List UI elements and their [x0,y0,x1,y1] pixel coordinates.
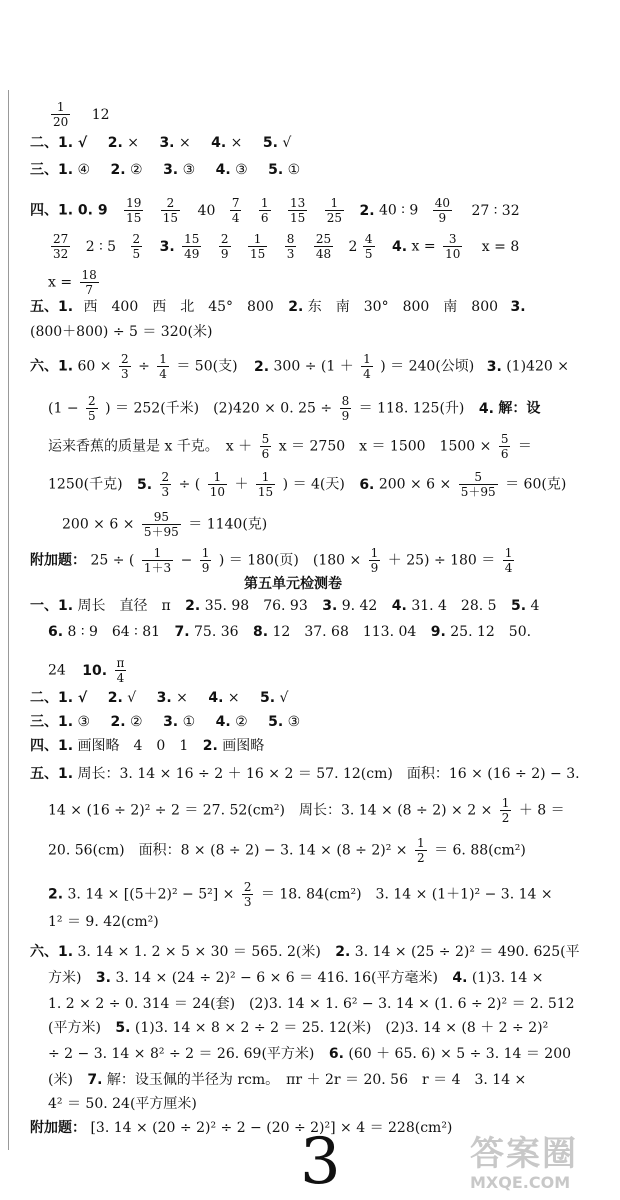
item-number: 4. [478,400,494,417]
answer-text: 3. 14 × 1. 2 × 5 × 30 ＝ 565. 2(米) [77,944,321,960]
item-number: 6. [359,476,375,493]
answer-line [48,470,566,499]
item-number: 5. [268,714,284,730]
fraction: $\frac{15}{49}$ [184,232,200,261]
answer-line [48,1044,571,1064]
answer-text: √ [279,690,289,706]
answer-text: 31. 4 28. 5 [411,598,497,614]
answer-text: ＋ 8 ＝ [518,802,565,819]
answer-text: ③ [77,714,91,730]
answer-text: 周长 直径 π [77,598,171,614]
answer-text: √ [282,135,292,151]
answer-text: ＝ 18. 84(cm²) 3. 14 × (1＋1)² − 3. 14 × [260,886,553,903]
fraction: $\frac{5}{6}$ [261,432,270,461]
section-label: 四、1. [30,738,74,754]
answer-line [48,1094,197,1114]
answer-text: ③ [235,162,248,178]
answer-line [48,968,544,988]
fraction: $\frac{25}{48}$ [315,232,332,261]
answer-text: 1. 2 × 2 ÷ 0. 314 ＝ 24(套) (2)3. 14 × 1. 6² − 3. 14 × (1. 6 ÷ 2)² ＝ 2. 512 [48,996,575,1012]
item-number: 4. [215,162,231,178]
answer-line [30,688,288,708]
fraction: $\frac{1}{10}$ [209,470,226,499]
section-title: 第五单元检测卷 [244,576,342,592]
answer-text: 20. 56(cm) 面积：8 × (8 ÷ 2) − 3. 14 × (8 ÷ 2)² × [48,842,408,859]
item-number: 8. [253,624,269,640]
answer-text: ＝ 118. 125(升) [358,400,465,417]
answer-text: 300 ÷ (1 ＋ [273,358,354,375]
answer-line [48,432,532,461]
answer-text: (米) [48,1072,73,1088]
answer-text: 东 南 30° 800 南 800 [307,299,499,315]
answer-text: [3. 14 × (20 ÷ 2)² ÷ 2 − (20 ÷ 2)²] × 4 ＝ 228(cm²) [90,1120,453,1136]
answer-line [48,994,575,1014]
answer-text: × [230,135,243,151]
answer-line [30,196,520,225]
answer-text: 2 ∶ 5 [85,238,117,255]
item-number: 5. [115,1020,131,1036]
fraction: $\frac{1}{2}$ [416,836,425,865]
item-number: 3. [159,238,175,255]
fraction: $\frac{5}{5+95}$ [460,470,496,499]
item-number: 4. [215,714,231,730]
item-number: 5. [268,162,284,178]
fraction: $\frac{1}{15}$ [257,470,274,499]
answer-line [30,764,580,784]
answer-text: 200 × 6 × [378,476,452,493]
answer-line [30,1118,452,1138]
answer-text: ② [130,714,143,730]
item-number: 2. [107,690,123,706]
fraction: $\frac{1}{9}$ [370,546,379,575]
fraction: $\frac{1}{4}$ [159,352,167,381]
section-label: 三、1. [30,714,74,730]
answer-text: ) ＝ 180(页) (180 × [218,552,362,569]
answer-line [48,796,565,825]
fraction: $\frac{1}{25}$ [326,196,343,225]
fraction: $\frac{19}{15}$ [126,196,142,225]
answer-text: ÷ ( [178,476,201,493]
answer-text: 12 [91,106,110,123]
fraction: $\frac{4}{5}$ [364,232,373,261]
section-label: 四、1. 0. 9 [30,202,108,219]
item-number: 4. [452,970,468,986]
answer-text: 3. 14 × (25 ÷ 2)² ＝ 490. 625(平 [354,944,580,960]
fraction: $\frac{7}{4}$ [231,196,240,225]
answer-text: ＝ 50(支) [176,358,238,375]
item-number: 4. [211,135,227,151]
item-number: 3. [159,135,175,151]
item-number: 5. [137,476,153,493]
item-number: 2. [110,714,126,730]
section-label: 三、1. [30,162,74,178]
answer-text: ＋ [234,476,249,493]
page-number: 3 [300,1125,341,1199]
fraction: $\frac{27}{32}$ [53,232,69,261]
item-number: 6. [328,1046,344,1062]
fraction: $\frac{1}{2}$ [501,796,510,825]
answer-text: 60 × [77,358,112,375]
fraction: $\frac{2}{3}$ [161,470,170,499]
answer-text: ＝ 1140(克) [188,516,268,533]
fraction: $\frac{2}{3}$ [120,352,129,381]
answer-text: 3. 14 × [(5＋2)² − 5²] × [67,886,235,903]
fraction: $\frac{2}{5}$ [88,394,96,423]
fraction: $\frac{8}{9}$ [341,394,350,423]
answer-text: 画图略 [222,738,265,754]
item-number: 3. [156,690,172,706]
answer-text: x ＝ 2750 x ＝ 1500 1500 × [278,438,492,455]
answer-text: ① [287,162,301,178]
fraction: $\frac{1}{4}$ [363,352,371,381]
answer-line [48,1070,526,1090]
answer-text: 4² ＝ 50. 24(平方厘米) [48,1096,197,1112]
answer-line [30,322,212,342]
answer-line [30,133,291,153]
fraction: $\frac{1}{15}$ [249,232,266,261]
answer-text: ③ [287,714,301,730]
margin-rule [8,90,9,1150]
item-number: 3. [510,299,526,315]
answer-text: × [227,690,240,706]
answer-text: 27 ∶ 32 [471,202,520,219]
item-number: 4. [208,690,224,706]
fraction: $\frac{2}{3}$ [243,880,252,909]
answer-text: ) ＝ 240(公顷) [380,358,475,375]
item-number: 3. [486,358,502,375]
answer-text: 周长：3. 14 × 16 ÷ 2 ＋ 16 × 2 ＝ 57. 12(cm) 面积：16 × (16 ÷ 2) − 3. [77,766,580,782]
answer-line [30,736,264,756]
item-number: 5. [511,598,527,614]
answer-text: 200 × 6 × [62,516,135,533]
item-number: 2. [48,886,64,903]
answer-text: 西 400 西 北 45° 800 [83,299,274,315]
answer-text: 24 [48,662,66,679]
fraction: $\frac{5}{6}$ [500,432,509,461]
answer-text: 4 [530,598,540,614]
answer-text: (60 ＋ 65. 6) × 5 ÷ 3. 14 ＝ 200 [348,1046,572,1062]
answer-text: x = 8 [481,238,520,255]
fraction: $\frac{18}{7}$ [81,268,97,297]
section-label: 五、1. [30,299,74,315]
answer-text: 1250(千克) [48,476,123,493]
section-label: 附加题： [30,1120,86,1136]
item-number: 3. [163,714,179,730]
answer-text: 解：设玉佩的半径为 rcm。 πr ＋ 2r ＝ 20. 56 r ＝ 4 3. 14 × [106,1072,527,1088]
answer-line [30,160,300,180]
item-number: 2. [110,162,126,178]
answer-text: ④ [77,162,91,178]
answer-text: (800＋800) ÷ 5 ＝ 320(米) [30,324,213,340]
answer-text: − [180,552,193,569]
fraction: $\frac{2}{9}$ [220,232,229,261]
answer-line [48,1018,548,1038]
fraction: $\frac{1}{6}$ [260,196,269,225]
item-number: 4. [392,238,408,255]
answer-text: 画图略 4 0 1 [77,738,189,754]
answer-text: 运来香蕉的质量是 x 千克。 x ＋ [48,438,253,455]
item-number: 4. [391,598,407,614]
answer-text: ÷ [138,358,150,375]
fraction: $\frac{13}{15}$ [290,196,306,225]
answer-text: 35. 98 76. 93 [204,598,308,614]
item-number: 2. [107,135,123,151]
answer-text: × [176,690,188,706]
answer-line [30,712,300,732]
answer-text: ＝ [517,438,532,455]
answer-text: ＝ 60(克) [505,476,567,493]
answer-line [48,622,531,642]
answer-text: 3. 14 × (24 ÷ 2)² − 6 × 6 ＝ 416. 16(平方毫米) [115,970,438,986]
item-number: 3. [95,970,111,986]
section-label: 六、1. [30,944,74,960]
answer-line [48,880,553,909]
answer-text: ① [182,714,196,730]
fraction: $\frac{8}{3}$ [286,232,295,261]
item-number: 7. [87,1072,103,1088]
fraction: $\frac{\pi}{4}$ [116,656,125,685]
answer-text: (1)3. 14 × [471,970,544,986]
answer-line [30,546,517,575]
answer-text: 解：设 [498,400,541,417]
watermark [470,1135,578,1193]
fraction: $\frac{1}{4}$ [504,546,513,575]
answer-text: (1)3. 14 × 8 × 2 ÷ 2 ＝ 25. 12(米) (2)3. 14 × (8 ＋ 2 ÷ 2)² [134,1020,549,1036]
answer-text: (1)420 × [506,358,569,375]
answer-text: x = [48,274,73,291]
fraction: $\frac{1}{1+3}$ [143,546,172,575]
answer-text: √ [127,690,137,706]
answer-line [48,100,110,129]
section-label: 一、1. [30,598,74,614]
item-number: 2. [202,738,218,754]
answer-text: x = [411,238,436,255]
answer-text: 75. 36 [194,624,239,640]
answer-line [30,297,526,317]
answer-line [48,836,526,865]
section-label: 附加题： [30,552,86,569]
item-number: 2. [359,202,375,219]
answer-text: ＋ 25) ÷ 180 ＝ [387,552,496,569]
answer-line [48,394,540,423]
answer-text: ＝ 6. 88(cm²) [434,842,526,859]
answer-text: (平方米) [48,1020,101,1036]
fraction: $\frac{3}{10}$ [445,232,461,261]
item-number: 2. [254,358,270,375]
item-number: 9. [430,624,446,640]
answer-line [48,656,129,685]
answer-text: 40 ∶ 9 [378,202,419,219]
answer-text: 2 [348,238,358,255]
item-number: 3. [163,162,179,178]
answer-text: × [127,135,139,151]
answer-text: ② [235,714,248,730]
answer-text: 40 [197,202,216,219]
fraction: $\frac{1}{9}$ [201,546,210,575]
answer-text: 25. 12 50. [450,624,532,640]
item-number: 10. [82,662,108,679]
fraction: $\frac{1}{20}$ [53,100,69,129]
answer-line [48,232,519,261]
watermark-logo: 答案圈 [470,1134,578,1174]
answer-line [30,352,569,381]
answer-line [62,510,267,539]
item-number: 5. [262,135,278,151]
answer-text: ③ [182,162,196,178]
item-number: 5. [260,690,276,706]
answer-line [48,268,102,297]
answer-text: 9. 42 [341,598,378,614]
item-number: 2. [185,598,201,614]
answer-text: 12 37. 68 113. 04 [272,624,417,640]
answer-text: 1² ＝ 9. 42(cm²) [48,914,159,930]
answer-text: 25 ÷ ( [90,552,135,569]
answer-text: 方米) [48,970,82,986]
answer-text: 14 × (16 ÷ 2)² ÷ 2 ＝ 27. 52(cm²) 周长：3. 14 × (8 ÷ 2) × 2 × [48,802,493,819]
answer-line [48,912,159,932]
section-label: 二、1. √ [30,135,88,151]
answer-line [30,942,580,962]
answer-text: 8 ∶ 9 64 ∶ 81 [67,624,161,640]
fraction: $\frac{40}{9}$ [434,196,450,225]
fraction: $\frac{2}{15}$ [162,196,179,225]
section-label: 二、1. √ [30,690,88,706]
watermark-url: MXQE.COM [470,1173,571,1192]
section-label: 六、1. [30,358,74,375]
answer-text: (1 − [48,400,79,417]
answer-text: ) ＝ 252(千米) (2)420 × 0. 25 ÷ [105,400,333,417]
answer-text: ② [130,162,143,178]
fraction: $\frac{95}{5+95}$ [143,510,179,539]
answer-line [30,596,539,616]
item-number: 2. [288,299,304,315]
fraction: $\frac{2}{5}$ [132,232,141,261]
item-number: 3. [322,598,338,614]
answer-text: ÷ 2 − 3. 14 × 8² ÷ 2 ＝ 26. 69(平方米) [48,1046,315,1062]
section-label: 五、1. [30,766,74,782]
answer-text: × [178,135,191,151]
answer-text: ) ＝ 4(天) [282,476,345,493]
item-number: 7. [174,624,190,640]
item-number: 6. [48,624,64,640]
item-number: 2. [335,944,351,960]
